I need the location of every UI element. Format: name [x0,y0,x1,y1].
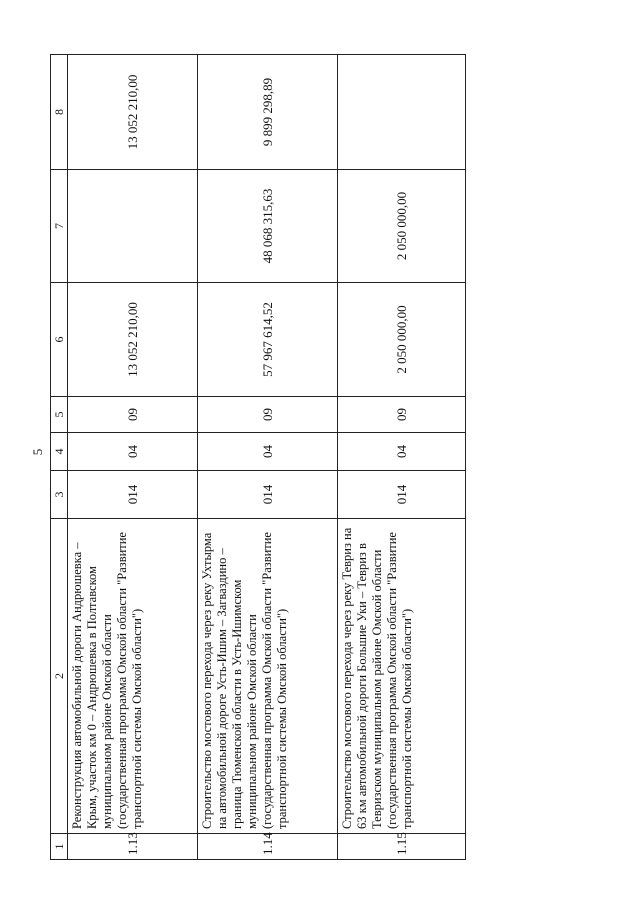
header-cell-8: 8 [51,55,68,170]
cell-subsection-code: 09 [68,397,198,433]
header-cell-3: 3 [51,471,68,519]
page-number: 5 [30,448,45,456]
row-description: Реконструкция автомобильной дороги Андрюшевка – Крым, участок км 0 – Андрюшевка в Полтавском муниципальном районе Омской области (государственная программа Омской области "Развитие транспортной системы Омской области") [68,519,198,834]
header-cell-4: 4 [51,433,68,471]
cell-section-code: 04 [68,433,198,471]
cell-amount-total: 2 050 000,00 [338,283,466,397]
cell-section-code: 04 [338,433,466,471]
cell-ministry-code: 014 [338,471,466,519]
cell-amount-total: 57 967 614,52 [198,283,338,397]
cell-amount-col8: 9 899 298,89 [198,55,338,170]
cell-amount-col7: 2 050 000,00 [338,170,466,283]
rotated-table-container [50,55,465,860]
row-number: 1.14 [198,834,338,860]
row-description: Строительство мостового перехода через реку Ухтырма на автомобильной дороге Усть-Ишим – Загваздино – граница Тюменской области в Усть-Ишимском муниципальном районе Омской области (государственная программа Омской области "Развитие транспортной системы Омской области") [198,519,338,834]
header-cell-5: 5 [51,397,68,433]
header-cell-7: 7 [51,170,68,283]
header-row [51,55,68,860]
table-row [198,55,338,860]
row-number: 1.15 [338,834,466,860]
cell-amount-col7: 48 068 315,63 [198,170,338,283]
cell-ministry-code: 014 [198,471,338,519]
row-description: Строительство мостового перехода через реку Тевриз на 63 км автомобильной дороги Большие Уки – Тевриз в Тевризском муниципальном районе Омской области (государственная программа Омской области "Развитие транспортной системы Омской области") [338,519,466,834]
cell-amount-col8 [338,55,466,170]
cell-ministry-code: 014 [68,471,198,519]
cell-subsection-code: 09 [338,397,466,433]
budget-table [50,54,466,860]
cell-amount-col8: 13 052 210,00 [68,55,198,170]
row-number: 1.13 [68,834,198,860]
cell-section-code: 04 [198,433,338,471]
cell-subsection-code: 09 [198,397,338,433]
table-row [338,55,466,860]
cell-amount-total: 13 052 210,00 [68,283,198,397]
cell-amount-col7 [68,170,198,283]
table-row [68,55,198,860]
header-cell-1: 1 [51,834,68,860]
header-cell-6: 6 [51,283,68,397]
header-cell-2: 2 [51,519,68,834]
